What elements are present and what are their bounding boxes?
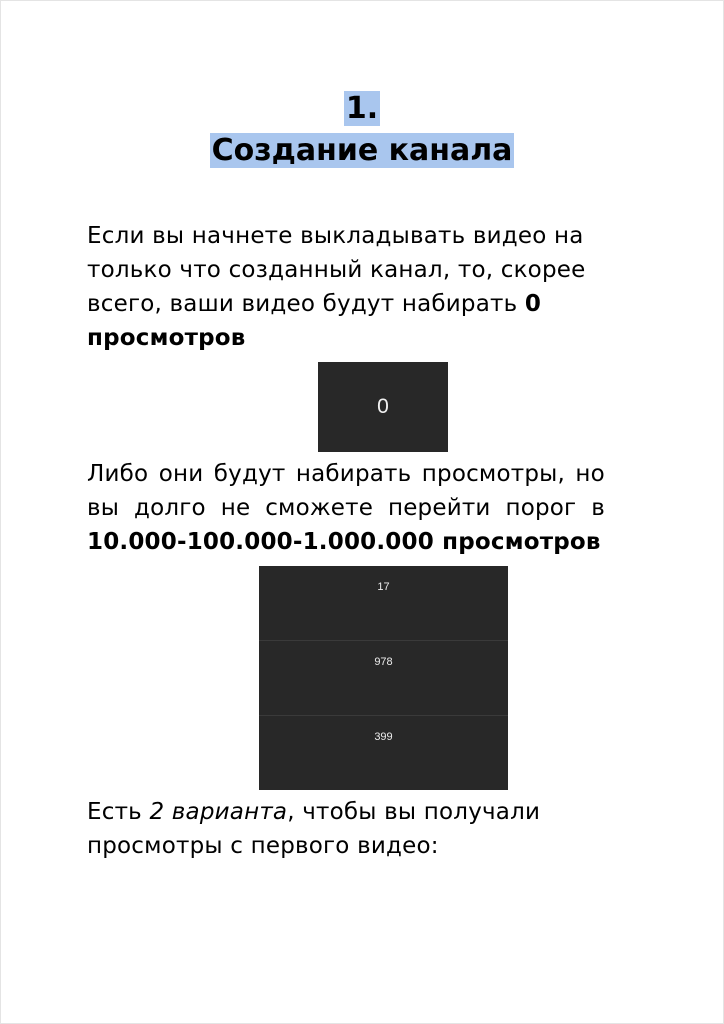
views-list-screenshot [259,566,508,790]
word: долго [134,495,206,521]
word: не [220,495,251,521]
word: сможете [265,495,374,521]
word: но [575,461,605,487]
view-count: 0 [377,395,389,418]
paragraph-new-channel [87,219,607,355]
word: просмотры, [421,461,566,487]
paragraph-line [87,795,607,829]
justified-line [87,491,605,525]
views-row [259,716,508,790]
two-options-italic: 2 варианта [149,799,288,825]
section-title [0,132,724,170]
word: они [158,461,204,487]
section-title-highlight: Создание канала [211,133,513,168]
word: набирать [295,461,412,487]
views-word-bold: просмотров [87,325,246,351]
paragraph-line-text: Есть [87,799,150,825]
word: порог [505,495,577,521]
paragraph-line: просмотры с первого видео: [87,833,439,859]
view-count: 17 [377,581,390,593]
paragraph-line-text: , чтобы вы получали [287,799,541,825]
views-row [259,641,508,715]
word: вы [87,495,120,521]
paragraph-options [87,795,607,863]
word: в [591,495,605,521]
zero-views-bold: 0 [524,291,542,317]
view-count: 978 [374,656,393,668]
view-count: 399 [374,731,393,743]
views-row [259,566,508,640]
section-number [0,90,724,128]
threshold-bold: 10.000-100.000-1.000.000 просмотров [87,529,601,555]
justified-line [87,457,605,491]
paragraph-line [87,287,607,321]
zero-views-screenshot [318,362,448,452]
paragraph-line-text: всего, ваши видео будут набирать [87,291,525,317]
word: будут [213,461,286,487]
paragraph-threshold [87,457,607,559]
section-number-highlight: 1. [345,91,379,126]
paragraph-line: Если вы начнете выкладывать видео на [87,223,584,249]
paragraph-line: только что созданный канал, то, скорее [87,257,586,283]
word: Либо [87,461,149,487]
word: перейти [387,495,491,521]
